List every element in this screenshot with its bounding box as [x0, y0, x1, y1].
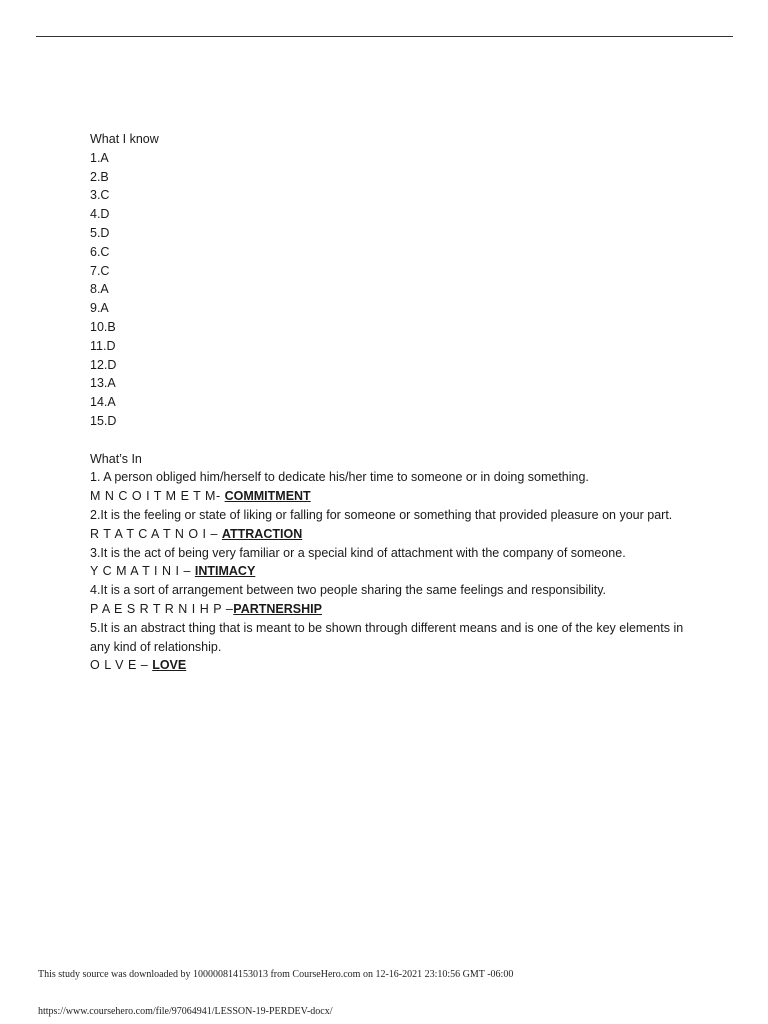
vocabulary-answer-line — [90, 562, 690, 581]
scrambled-word: M N C O I T M E T M- — [90, 489, 225, 504]
vocabulary-item — [90, 544, 690, 582]
vocabulary-item — [90, 619, 690, 675]
answer-word: ATTRACTION — [221, 526, 303, 541]
answer-key-item: 2.B — [90, 169, 109, 184]
vocabulary-answer-line — [90, 487, 690, 506]
vocabulary-question: 3.It is the act of being very familiar or a special kind of attachment with the company of someone. — [90, 545, 626, 560]
answer-key-item: 14.A — [90, 395, 116, 410]
section-spacer — [90, 431, 690, 450]
answer-key-item: 1.A — [90, 150, 109, 165]
scrambled-word: R T A T C A T N O I – — [90, 526, 222, 541]
section-heading-whats-in: What’s In — [90, 451, 142, 466]
source-url[interactable]: https://www.coursehero.com/file/97064941/LESSON-19-PERDEV-docx/ — [38, 1006, 333, 1017]
vocabulary-answer-line — [90, 525, 690, 544]
vocabulary-answer-line — [90, 656, 690, 675]
answer-key-item: 5.D — [90, 225, 110, 240]
vocabulary-answer-line — [90, 600, 690, 619]
answer-key-item: 6.C — [90, 244, 110, 259]
answer-key-item: 13.A — [90, 376, 116, 391]
answer-word: LOVE — [152, 658, 187, 673]
vocabulary-item — [90, 506, 690, 544]
scrambled-word: Y C M A T I N I – — [90, 564, 195, 579]
answer-key-item: 15.D — [90, 413, 117, 428]
download-source-notice: This study source was downloaded by 100000814153013 from CourseHero.com on 12-16-2021 23:10:56 GMT -06:00 — [38, 969, 514, 980]
answer-key-item: 7.C — [90, 263, 110, 278]
vocabulary-item — [90, 468, 690, 506]
section-heading-what-i-know: What I know — [90, 132, 159, 146]
answer-key-item: 4.D — [90, 207, 110, 222]
answer-word: COMMITMENT — [224, 489, 311, 504]
vocabulary-question: 1. A person obliged him/herself to dedicate his/her time to someone or in doing something. — [90, 470, 589, 485]
answer-key-item: 8.A — [90, 282, 109, 297]
answer-key-list — [90, 149, 690, 431]
vocabulary-question: 5.It is an abstract thing that is meant to be shown through different means and is one of the key elements in any kind of relationship. — [90, 620, 684, 654]
vocabulary-item — [90, 581, 690, 619]
answer-key-item: 12.D — [90, 357, 117, 372]
vocabulary-question: 2.It is the feeling or state of liking or falling for someone or something that provided pleasure on your part. — [90, 507, 673, 522]
top-divider — [36, 36, 733, 37]
answer-key-item: 9.A — [90, 301, 109, 316]
answer-key-item: 11.D — [90, 338, 116, 353]
scrambled-word: P A E S R T R N I H P – — [90, 601, 234, 616]
answer-word: PARTNERSHIP — [233, 601, 322, 616]
vocabulary-question: 4.It is a sort of arrangement between two people sharing the same feelings and responsibility. — [90, 583, 607, 598]
answer-key-item: 3.C — [90, 188, 110, 203]
answer-word: INTIMACY — [194, 564, 256, 579]
answer-key-item: 10.B — [90, 319, 116, 334]
document-body — [90, 130, 690, 675]
scrambled-word: O L V E – — [90, 658, 153, 673]
